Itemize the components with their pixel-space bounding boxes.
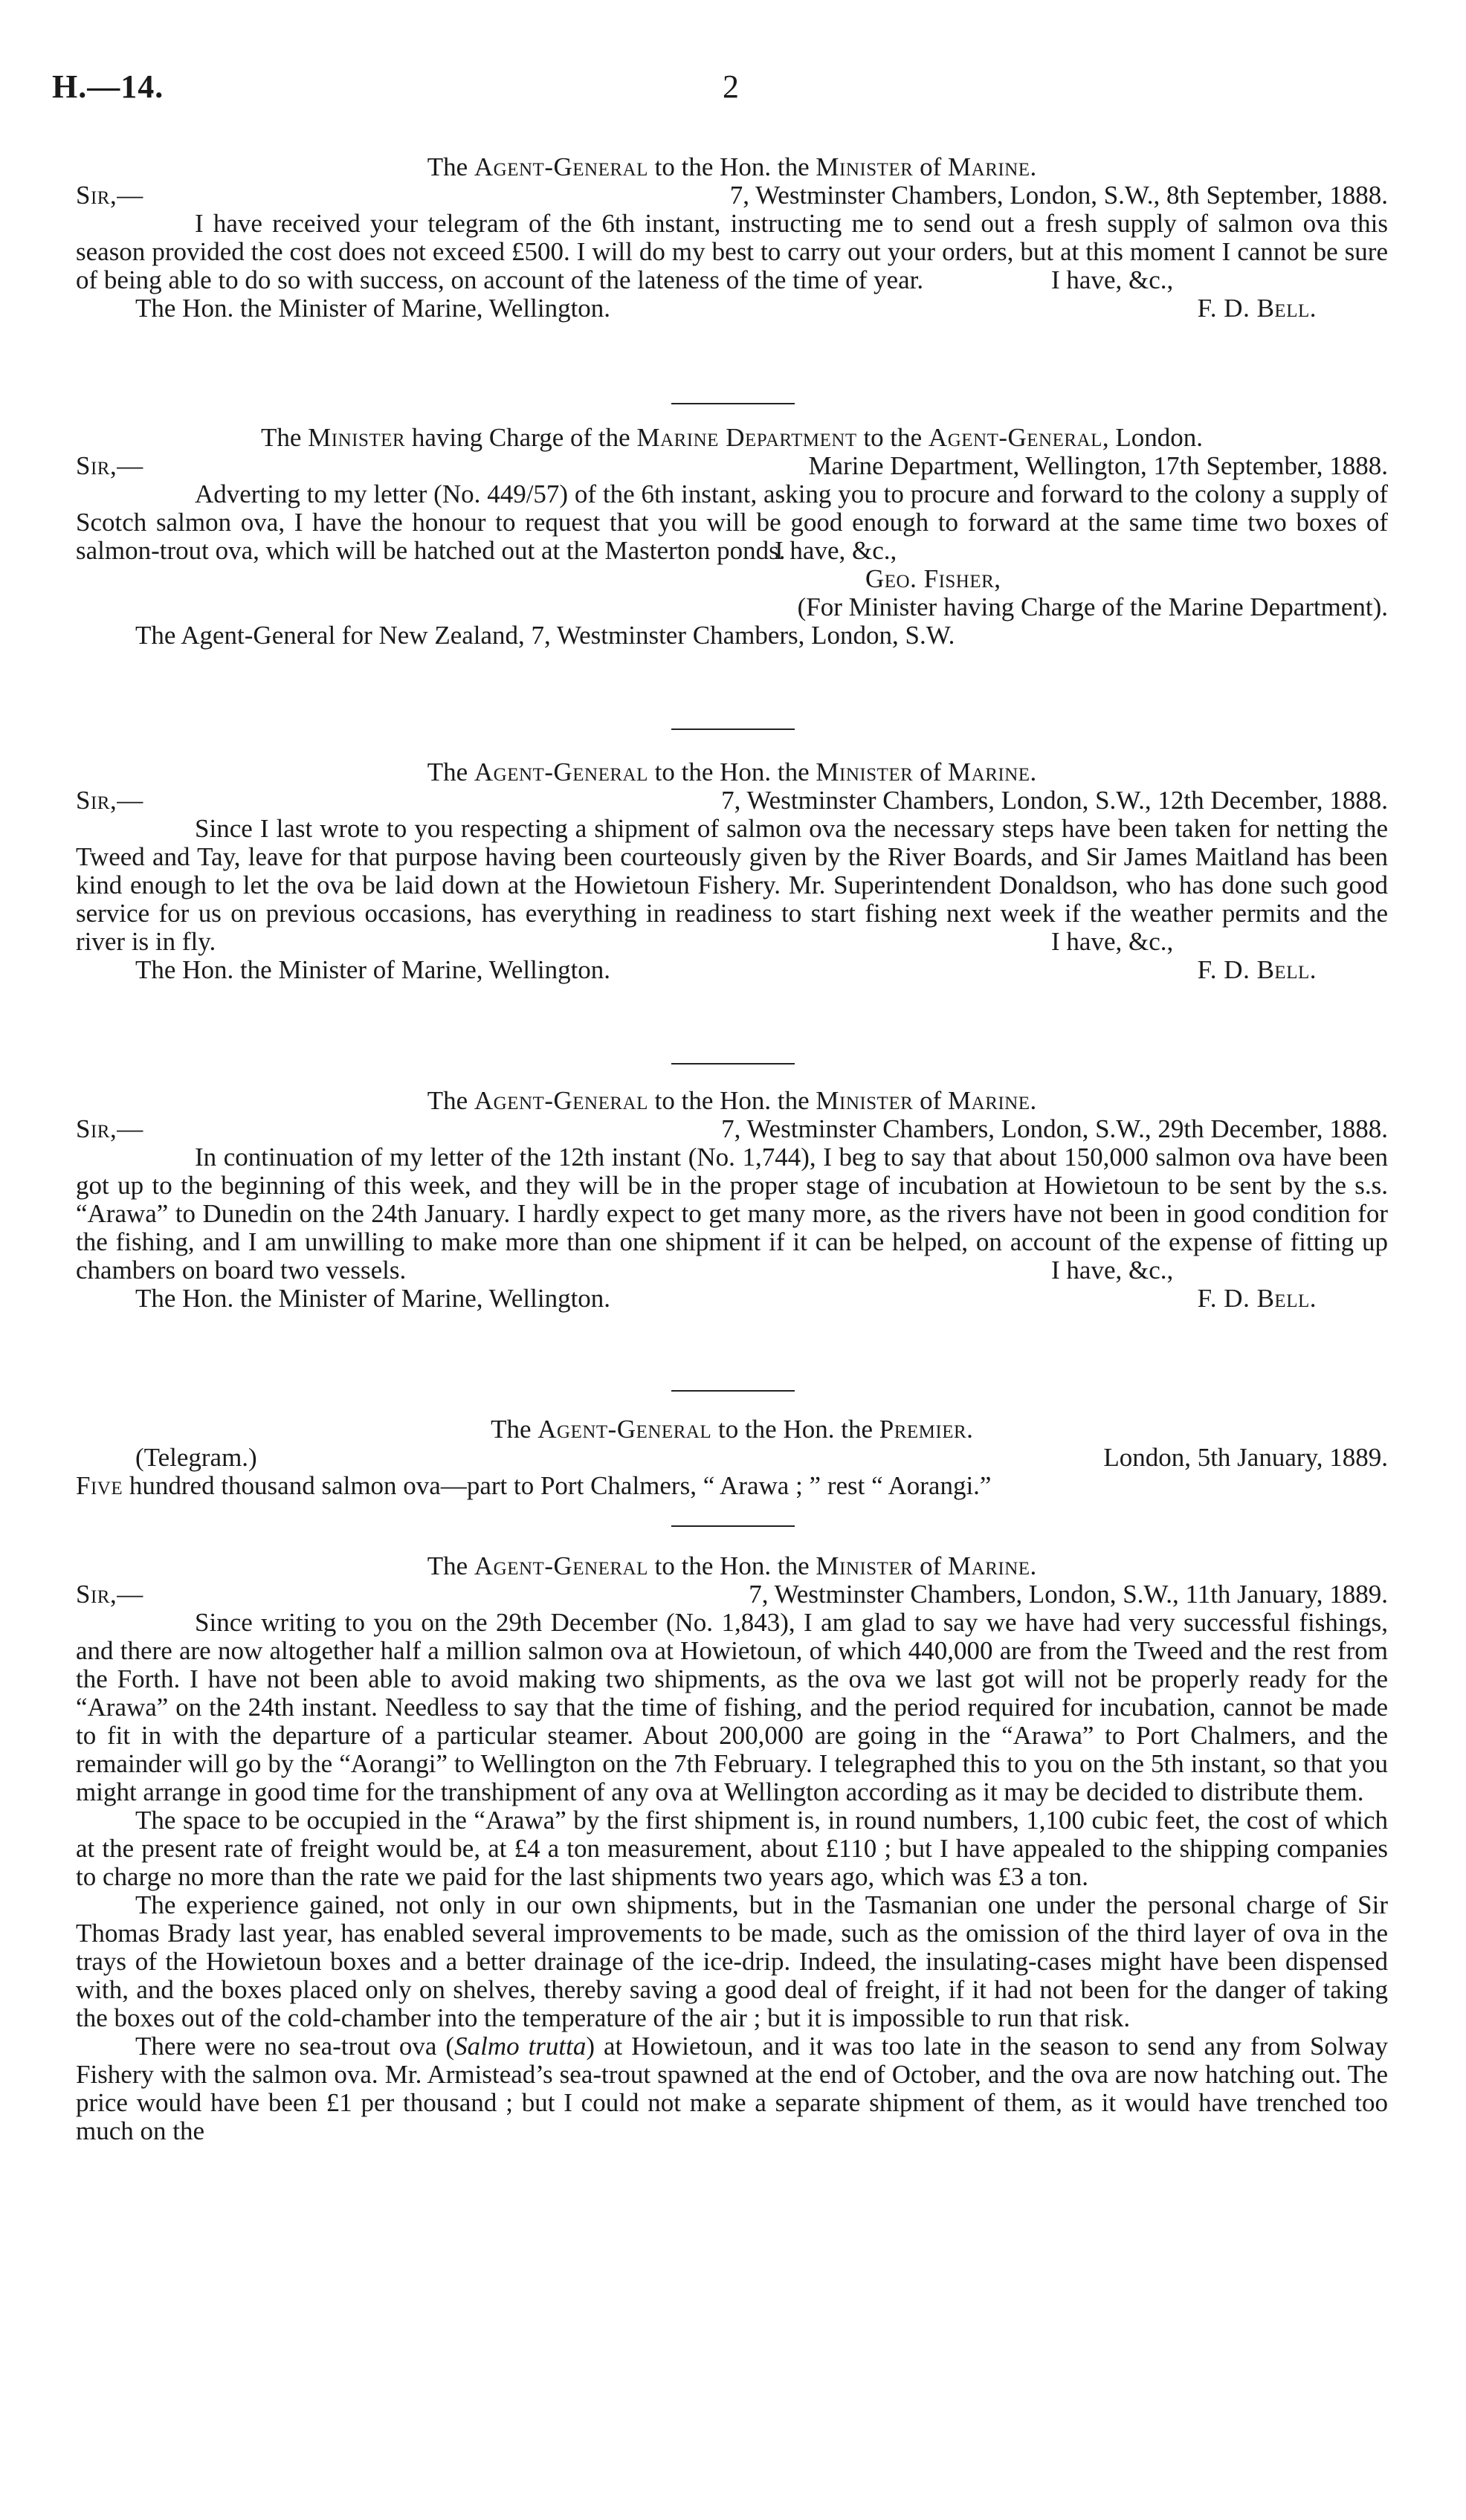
paragraph-1: Since writing to you on the 29th December (No. 1,843), I am glad to say we have had very successful fishings, and there are now altogether half a million salmon ova at Howietoun, of which 440,000 are from the Tweed and the rest from the Forth. I have not been able to avoid making two shipments, as the ova we last got will not be properly ready for the “Arawa” on the 24th instant. Needless to say that the time of fishing, and the period required for incubation, cannot be made to fit in with the departure of a particular steamer. About 200,000 are going in the “Arawa” to Port Chalmers, and the remainder will go by the “Aorangi” to Wellington on the 7th February. I telegraphed this to you on the 5th instant, so that you might arrange in good time for the transhipment of any ova at Wellington according as it may be decided to distribute them. <box>76 1608 1388 1806</box>
address-line <box>76 1115 1388 1143</box>
signature-line <box>76 956 1388 984</box>
sender-address: 7, Westminster Chambers, London, S.W., 11th January, 1889. <box>749 1580 1388 1609</box>
addressee: The Hon. the Minister of Marine, Wellington. <box>135 294 611 323</box>
paragraph-3: The experience gained, not only in our own shipments, but in the Tasmanian one under the personal charge of Sir Thomas Brady last year, has enabled several improvements to be made, such as the omission of the third layer of ova in the trays of the Howietoun boxes and a better drainage of the ice-drip. Indeed, the insulating-cases might have been dispensed with, and the boxes placed only on shelves, thereby saving a good deal of freight, if it had not been for the danger of taking the boxes out of the cold-chamber into the temperature of the air ; but it is impossible to run that risk. <box>76 1890 1388 2032</box>
divider-rule <box>671 728 795 730</box>
letter-2 <box>76 424 1388 650</box>
salutation: Sir,— <box>76 1114 143 1143</box>
signature: F. D. Bell. <box>1197 294 1317 323</box>
signature-note: (For Minister having Charge of the Marine Department). <box>797 592 1388 621</box>
address-line <box>76 786 1388 815</box>
sender-address: 7, Westminster Chambers, London, S.W., 12th December, 1888. <box>721 786 1388 815</box>
telegram-heading: The Agent-General to the Hon. the Premier. <box>491 1415 973 1444</box>
signature-line <box>76 565 1388 593</box>
sender-address: Marine Department, Wellington, 17th September, 1888. <box>808 451 1388 480</box>
sender-address: 7, Westminster Chambers, London, S.W., 29th December, 1888. <box>721 1114 1388 1143</box>
signature-line <box>76 1285 1388 1313</box>
telegram-date: London, 5th January, 1889. <box>1103 1443 1388 1472</box>
divider-rule <box>671 403 795 404</box>
salutation: Sir,— <box>76 451 143 480</box>
divider-rule <box>671 1390 795 1392</box>
closing-line: I have, &c., <box>1051 265 1174 294</box>
telegram-meta <box>76 1444 1388 1472</box>
letter-5 <box>76 1552 1388 2145</box>
letter-body: Adverting to my letter (No. 449/57) of the 6th instant, asking you to procure and forward to the colony a supply of Scotch salmon ova, I have the honour to request that you will be good enough to forward at the same time two boxes of salmon-trout ova, which will be hatched out at the Masterton ponds. <box>76 479 1388 565</box>
divider-rule <box>671 1063 795 1064</box>
signature: F. D. Bell. <box>1197 955 1317 984</box>
sender-address: 7, Westminster Chambers, London, S.W., 8th September, 1888. <box>729 181 1388 210</box>
telegram-label: (Telegram.) <box>135 1443 257 1472</box>
telegram <box>76 1415 1388 1500</box>
addressee: The Hon. the Minister of Marine, Wellington. <box>135 955 611 984</box>
signature-line <box>76 294 1388 323</box>
closing-line: I have, &c., <box>775 536 897 565</box>
closing-line: I have, &c., <box>1051 927 1174 956</box>
paragraph-4: There were no sea-trout ova (Salmo trutta) at Howietoun, and it was too late in the season to send any from Solway Fishery with the salmon ova. Mr. Armistead’s sea-trout spawned at the end of October, and the ova are now hatching out. The price would have been £1 per thousand ; but I could not make a separate shipment of them, as it would have trenched too much on the <box>76 2032 1388 2145</box>
addressee: The Hon. the Minister of Marine, Wellington. <box>135 1284 611 1313</box>
letter-body: Since I last wrote to you respecting a shipment of salmon ova the necessary steps have been taken for netting the Tweed and Tay, leave for that purpose having been courteously given by the River Boards, and Sir James Maitland has been kind enough to let the ova be laid down at the Howietoun Fishery. Mr. Superintendent Donaldson, who has done such good service for us on previous occasions, has everything in readiness to start fishing next week if the weather permits and the river is in fly. <box>76 814 1388 956</box>
address-line <box>76 452 1388 480</box>
letter-4 <box>76 1087 1388 1313</box>
letter-3 <box>76 758 1388 984</box>
divider-rule <box>671 1525 795 1527</box>
letter-1 <box>76 153 1388 323</box>
letter-body: In continuation of my letter of the 12th instant (No. 1,744), I beg to say that about 150,000 salmon ova have been got up to the beginning of this week, and they will be in the proper stage of incubation at Howietoun to be sent by the s.s. “Arawa” to Dunedin on the 24th January. I hardly expect to get many more, as the rivers have not been in good condition for the fishing, and I am unwilling to make more than one shipment if it can be helped, on account of the expense of fitting up chambers on board two vessels. <box>76 1143 1388 1285</box>
document-code: H.—14. <box>52 68 164 105</box>
salutation: Sir,— <box>76 181 143 210</box>
closing-line: I have, &c., <box>1051 1256 1174 1285</box>
page-header <box>52 68 1414 110</box>
letter-heading: The Agent-General to the Hon. the Minister of Marine. <box>427 1086 1037 1115</box>
salutation: Sir,— <box>76 1580 143 1609</box>
page-number: 2 <box>723 68 739 105</box>
salutation: Sir,— <box>76 786 143 815</box>
signature-note-line <box>76 593 1388 621</box>
signature: Geo. Fisher, <box>865 564 1001 593</box>
letter-heading: The Agent-General to the Hon. the Minister of Marine. <box>427 152 1037 181</box>
paragraph-2: The space to be occupied in the “Arawa” by the first shipment is, in round numbers, 1,100 cubic feet, the cost of which at the present rate of freight would be, at £4 a ton measurement, about £110 ; but I have appealed to the shipping companies to charge no more than the rate we paid for the last shipments two years ago, which was £3 a ton. <box>76 1806 1388 1891</box>
address-line <box>76 181 1388 210</box>
telegram-body: Five hundred thousand salmon ova—part to Port Chalmers, “ Arawa ; ” rest “ Aorangi.” <box>76 1471 992 1500</box>
address-line <box>76 1580 1388 1609</box>
letter-body: I have received your telegram of the 6th instant, instructing me to send out a fresh supply of salmon ova this season provided the cost does not exceed £500. I will do my best to carry out your orders, but at this moment I cannot be sure of being able to do so with success, on account of the lateness of the time of year. <box>76 209 1388 294</box>
addressee-line <box>76 621 1388 650</box>
letter-heading: The Agent-General to the Hon. the Minister of Marine. <box>427 757 1037 786</box>
signature: F. D. Bell. <box>1197 1284 1317 1313</box>
letter-heading: The Agent-General to the Hon. the Minister of Marine. <box>427 1551 1037 1580</box>
letter-heading: The Minister having Charge of the Marine Department to the Agent-General, London. <box>260 423 1204 452</box>
addressee: The Agent-General for New Zealand, 7, Westminster Chambers, London, S.W. <box>135 621 955 650</box>
